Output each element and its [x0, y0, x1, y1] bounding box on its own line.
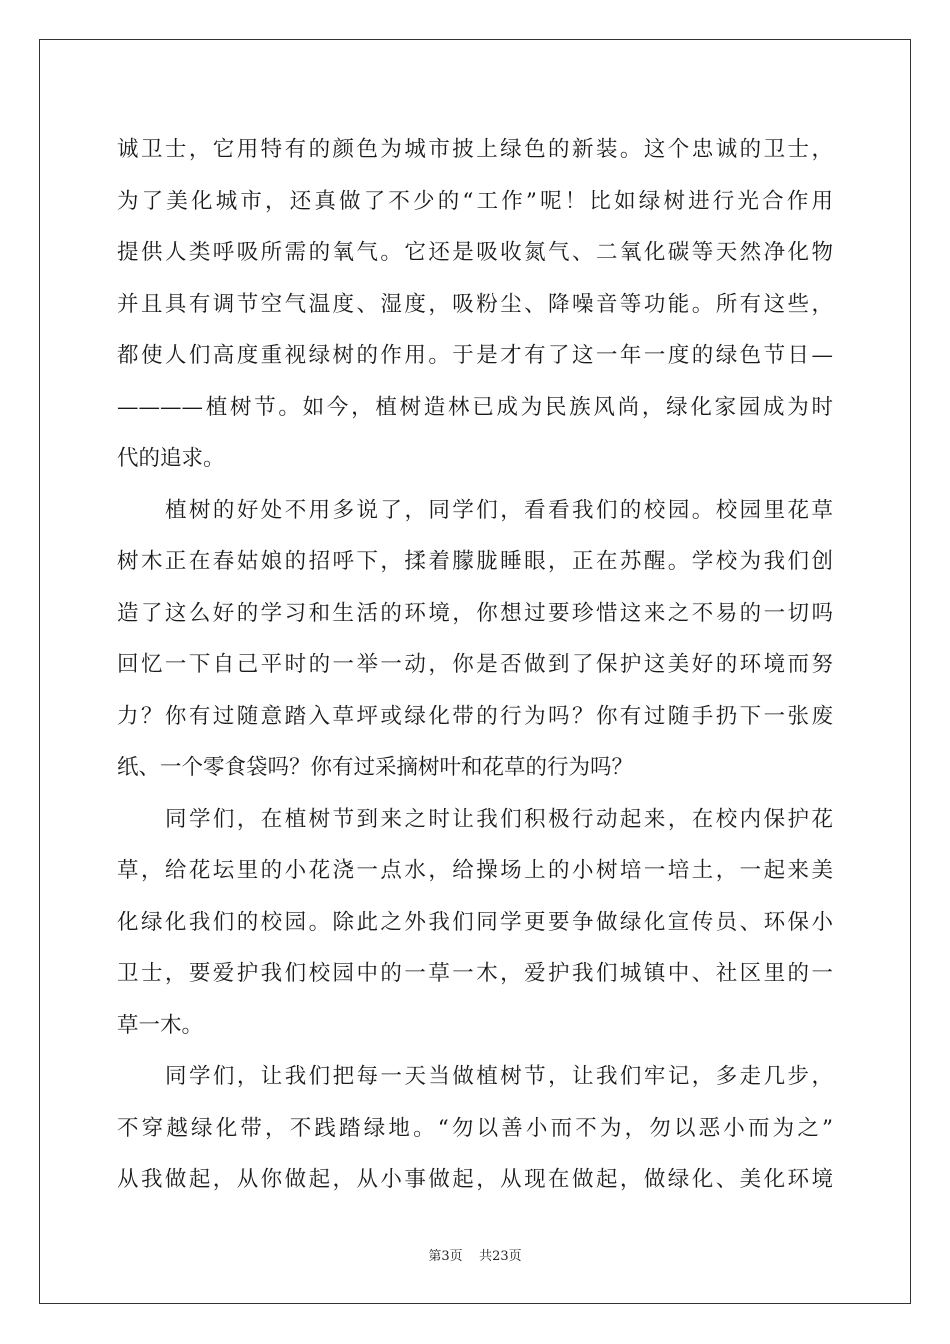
page-total: 共23页 — [479, 1249, 522, 1264]
text-line: 提供人类呼吸所需的氧气。它还是吸收氮气、二氧化碳等天然净化物 — [117, 240, 833, 265]
paragraph-first-line: 同学们，在植树节到来之时让我们积极行动起来，在校内保护花 — [165, 806, 833, 832]
text-line: 回忆一下自己平时的一举一动，你是否做到了保护这美好的环境而努 — [117, 652, 833, 677]
text-line: 化绿化我们的校园。除此之外我们同学更要争做绿化宣传员、环保小 — [117, 909, 833, 935]
text-line: 草一木。 — [117, 1012, 204, 1038]
paragraph-first-line: 同学们，让我们把每一天当做植树节，让我们牢记，多走几步， — [165, 1064, 833, 1089]
paragraph-first-line: 植树的好处不用多说了，同学们，看看我们的校园。校园里花草 — [165, 497, 833, 523]
text-line: 代的追求。 — [117, 446, 225, 471]
text-line: 纸、一个零食袋吗？你有过采摘树叶和花草的行为吗？ — [117, 755, 634, 780]
text-line: 树木正在春姑娘的招呼下，揉着朦胧睡眼，正在苏醒。学校为我们创 — [117, 549, 833, 574]
text-line: 为了美化城市，还真做了不少的“工作”呢！比如绿树进行光合作用 — [117, 188, 833, 214]
text-line: 卫士，要爱护我们校园中的一草一木，爱护我们城镇中、社区里的一 — [117, 961, 833, 986]
text-line: 从我做起，从你做起，从小事做起，从现在做起，做绿化、美化环境 — [117, 1167, 833, 1192]
page-number: 第3页 — [428, 1249, 463, 1264]
text-line: 造了这么好的学习和生活的环境，你想过要珍惜这来之不易的一切吗 — [117, 600, 833, 626]
text-line: 力？你有过随意踏入草坪或绿化带的行为吗？你有过随手扔下一张废 — [117, 703, 833, 729]
text-line: 草，给花坛里的小花浇一点水，给操场上的小树培一培土，一起来美 — [117, 858, 833, 883]
text-line: 诚卫士，它用特有的颜色为城市披上绿色的新装。这个忠诚的卫士， — [117, 137, 833, 162]
text-line: 并且具有调节空气温度、湿度，吸粉尘、降噪音等功能。所有这些， — [117, 291, 833, 317]
text-line: 不穿越绿化带，不践踏绿地。“勿以善小而不为，勿以恶小而为之” — [117, 1115, 833, 1141]
document-body — [117, 124, 833, 1206]
page-footer — [0, 1245, 950, 1264]
text-line: 都使人们高度重视绿树的作用。于是才有了这一年一度的绿色节日— — [117, 343, 833, 368]
text-line: ————植树节。如今，植树造林已成为民族风尚，绿化家园成为时 — [117, 394, 833, 420]
